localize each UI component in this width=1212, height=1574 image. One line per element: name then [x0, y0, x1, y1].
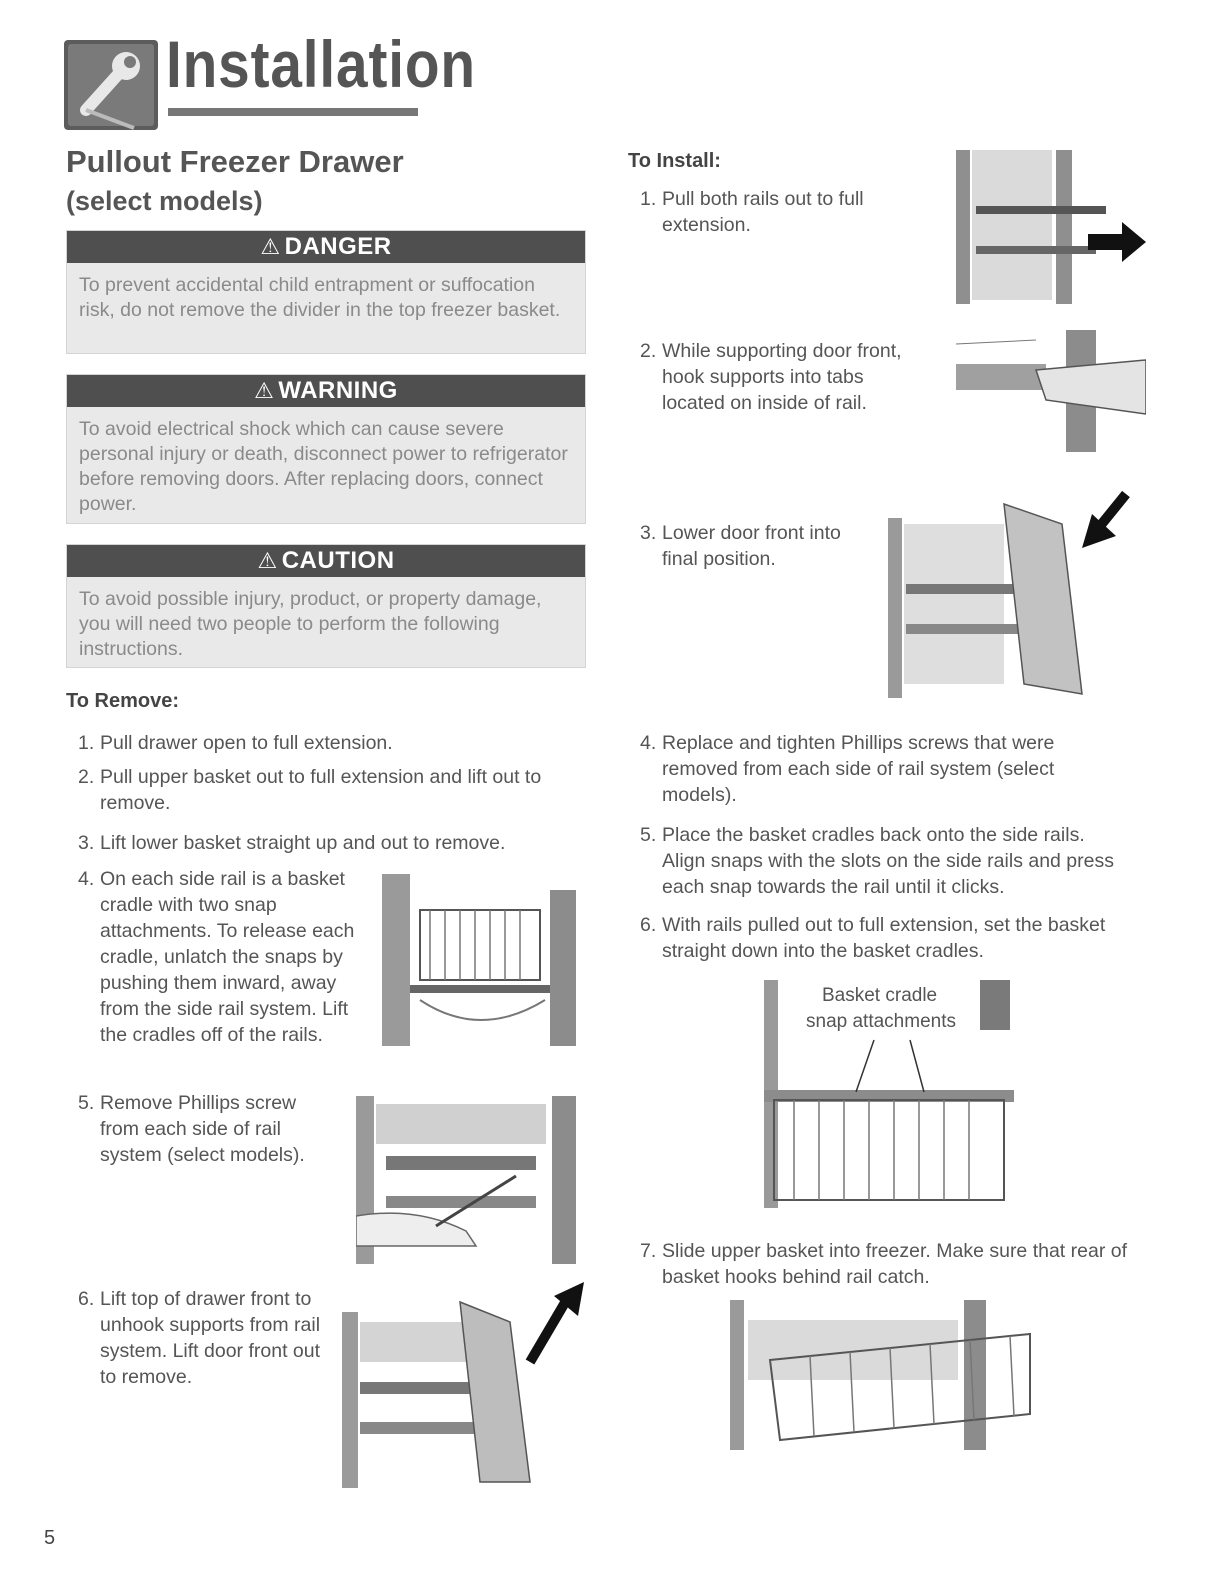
install-step-3: 3. Lower door front into final position. [640, 522, 841, 570]
remove-step-4: 4. On each side rail is a basket cradle with two snap attachments. To release each cradle, unlatch the snaps by pushing them inward, away from the side rail system. Lift the cradles off of the rails. [78, 868, 355, 1046]
install-step-4: 4. Replace and tighten Phillips screws that were removed from each side of rail system (select models). [640, 732, 1055, 806]
warning-header [67, 375, 585, 407]
warning-triangle-icon: ⚠ [257, 548, 278, 573]
installation-logo [64, 40, 158, 130]
hook-supports-illustration [956, 330, 1146, 452]
warning-box [66, 374, 586, 524]
basket-cradle-illustration [380, 870, 580, 1050]
remove-step-1: 1. Pull drawer open to full extension. [78, 732, 393, 754]
caution-label: CAUTION [281, 547, 395, 574]
install-step-2: 2. While supporting door front, hook supports into tabs located on inside of rail. [640, 340, 902, 414]
install-step-5: 5. Place the basket cradles back onto the side rails. Align snaps with the slots on the side rails and press each snap towards the rail until it clicks. [640, 824, 1114, 898]
phillips-screw-illustration [356, 1096, 578, 1264]
warning-label: WARNING [278, 377, 398, 404]
remove-heading: To Remove: [66, 690, 179, 712]
caution-box [66, 544, 586, 668]
remove-step-3: 3. Lift lower basket straight up and out to remove. [78, 832, 506, 854]
lower-door-front-illustration [886, 484, 1142, 698]
install-heading: To Install: [628, 150, 721, 172]
danger-header [67, 231, 585, 263]
remove-step-6: 6. Lift top of drawer front to unhook supports from rail system. Lift door front out to remove. [78, 1288, 321, 1388]
page-header-title: Installation [166, 27, 476, 101]
install-step-1: 1. Pull both rails out to full extension. [640, 188, 864, 236]
basket-cradle-caption: Basket cradle [822, 985, 938, 1006]
install-step-6: 6. With rails pulled out to full extension, set the basket straight down into the basket cradles. [640, 914, 1106, 962]
slide-upper-basket-illustration [730, 1290, 1050, 1450]
danger-box [66, 230, 586, 354]
snap-attachments-caption: snap attachments [806, 1011, 956, 1032]
install-step-7: 7. Slide upper basket into freezer. Make sure that rear of basket hooks behind rail catch. [640, 1240, 1128, 1288]
header-underline [168, 108, 418, 116]
warning-triangle-icon: ⚠ [260, 234, 281, 259]
danger-text: To prevent accidental child entrapment or suffocation risk, do not remove the divider in the top freezer basket. [79, 274, 561, 321]
wrench-icon [64, 40, 158, 130]
pull-rails-illustration [956, 150, 1146, 304]
section-title: Pullout Freezer Drawer [66, 144, 404, 179]
caution-header [67, 545, 585, 577]
caution-text: To avoid possible injury, product, or property damage, you will need two people to perform the following instructions. [79, 588, 542, 660]
lift-door-front-illustration [340, 1282, 584, 1488]
section-subtitle: (select models) [66, 186, 263, 216]
page-number: 5 [44, 1527, 56, 1549]
warning-text: To avoid electrical shock which can cause severe personal injury or death, disconnect power to refrigerator before removing doors. After replacing doors, connect power. [79, 418, 568, 515]
danger-label: DANGER [284, 233, 392, 260]
warning-triangle-icon: ⚠ [254, 378, 275, 403]
remove-step-2: 2. Pull upper basket out to full extension and lift out to remove. [78, 766, 542, 814]
remove-step-5: 5. Remove Phillips screw from each side of rail system (select models). [78, 1092, 305, 1166]
